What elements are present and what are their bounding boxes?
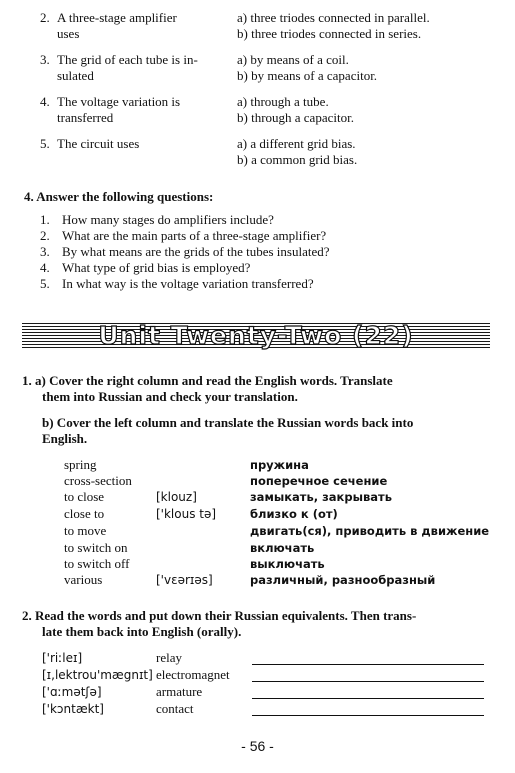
english-word: cross-section: [64, 473, 132, 488]
answer-line[interactable]: [252, 664, 484, 665]
item-number: 4.: [40, 94, 50, 109]
question-line-1: A three-stage amplifier: [57, 10, 177, 25]
question-list: [40, 212, 480, 292]
transcription: ['ɑːmətʃə]: [42, 685, 102, 699]
vocab-row: [64, 489, 494, 505]
question-item: [40, 228, 480, 244]
answer-b: b) by means of a capacitor.: [237, 68, 378, 83]
item-question: [57, 52, 237, 84]
task-1a-line-1: 1. a) Cover the right column and read the English words. Translate: [22, 373, 393, 388]
vocab-row: [64, 540, 494, 556]
question-item: [40, 212, 480, 228]
task-1b-line-1: b) Cover the left column and translate the Russian words back into: [42, 415, 414, 430]
question-line-1: The voltage variation is: [57, 94, 181, 109]
question-text: By what means are the grids of the tubes insulated?: [62, 244, 330, 259]
item-number: 5.: [40, 136, 50, 151]
transcription: [klouz]: [156, 490, 197, 504]
item-answers: [237, 136, 497, 168]
unit-banner: [22, 323, 490, 349]
answer-b: b) three triodes connected in series.: [237, 26, 422, 41]
english-word: relay: [156, 650, 182, 665]
task-1a-line-2: them into Russian and check your translation.: [42, 389, 298, 404]
transcription: ['klous tə]: [156, 507, 217, 521]
unit-title: Unit Twenty-Two (22): [98, 321, 414, 350]
english-word: various: [64, 572, 103, 587]
question-item: [40, 260, 480, 276]
question-line-2: sulated: [57, 68, 94, 83]
vocab-row: [64, 473, 494, 489]
russian-translation: пружина: [250, 458, 309, 472]
question-item: [40, 244, 480, 260]
english-word: spring: [64, 457, 97, 472]
item-answers: [237, 94, 497, 126]
item-answers: [237, 10, 497, 42]
transcription: ['riːleɪ]: [42, 651, 83, 665]
task-2-line-2: late them back into English (orally).: [42, 624, 242, 639]
answer-a: a) a different grid bias.: [237, 136, 356, 151]
item-number: 3.: [40, 52, 50, 67]
question-item: [40, 276, 480, 292]
english-word: armature: [156, 684, 203, 699]
task-1b-line-2: English.: [42, 431, 88, 446]
answer-line[interactable]: [252, 698, 484, 699]
item-answers: [237, 52, 497, 84]
answer-b: b) a common grid bias.: [237, 152, 358, 167]
english-word: to switch off: [64, 556, 130, 571]
exercise-row: [42, 667, 492, 685]
vocab-row: [64, 506, 494, 522]
question-number: 4.: [40, 260, 50, 275]
question-line-1: The grid of each tube is in-: [57, 52, 198, 67]
exercise-row: [42, 701, 492, 719]
answer-a: a) by means of a coil.: [237, 52, 349, 67]
answer-a: a) three triodes connected in parallel.: [237, 10, 430, 25]
item-question: [57, 10, 237, 42]
question-line-1: The circuit uses: [57, 136, 140, 151]
section-4-heading: 4. Answer the following questions:: [24, 189, 214, 204]
transcription: [ɪ,lektrou'mægnɪt]: [42, 668, 153, 682]
english-word: contact: [156, 701, 194, 716]
transcription: ['kɔntækt]: [42, 702, 104, 716]
english-word: to move: [64, 523, 107, 538]
answer-line[interactable]: [252, 715, 484, 716]
russian-translation: выключать: [250, 557, 325, 571]
english-word: to switch on: [64, 540, 128, 555]
answer-a: a) through a tube.: [237, 94, 329, 109]
vocab-row: [64, 523, 494, 539]
question-text: What type of grid bias is employed?: [62, 260, 251, 275]
vocab-row: [64, 556, 494, 572]
question-number: 2.: [40, 228, 50, 243]
vocab-row: [64, 572, 494, 588]
item-number: 2.: [40, 10, 50, 25]
russian-translation: включать: [250, 541, 315, 555]
question-line-2: uses: [57, 26, 80, 41]
question-text: What are the main parts of a three-stage amplifier?: [62, 228, 327, 243]
exercise-row: [42, 684, 492, 702]
page-number: - 56 -: [241, 738, 274, 754]
question-number: 1.: [40, 212, 50, 227]
task-2-line-1: 2. Read the words and put down their Russian equivalents. Then trans-: [22, 608, 417, 623]
answer-line[interactable]: [252, 681, 484, 682]
english-word: to close: [64, 489, 105, 504]
english-word: close to: [64, 506, 105, 521]
question-number: 5.: [40, 276, 50, 291]
russian-translation: близко к (от): [250, 507, 338, 521]
russian-translation: двигать(ся), приводить в движение: [250, 524, 490, 538]
exercise-row: [42, 650, 492, 668]
item-question: [57, 136, 237, 152]
question-number: 3.: [40, 244, 50, 259]
transcription: ['vɛərɪəs]: [156, 573, 213, 587]
vocab-row: [64, 457, 494, 473]
question-text: In what way is the voltage variation transferred?: [62, 276, 314, 291]
item-question: [57, 94, 237, 126]
russian-translation: различный, разнообразный: [250, 573, 436, 587]
question-text: How many stages do amplifiers include?: [62, 212, 274, 227]
english-word: electromagnet: [156, 667, 230, 682]
answer-b: b) through a capacitor.: [237, 110, 354, 125]
russian-translation: поперечное сечение: [250, 474, 388, 488]
question-line-2: transferred: [57, 110, 114, 125]
russian-translation: замыкать, закрывать: [250, 490, 392, 504]
